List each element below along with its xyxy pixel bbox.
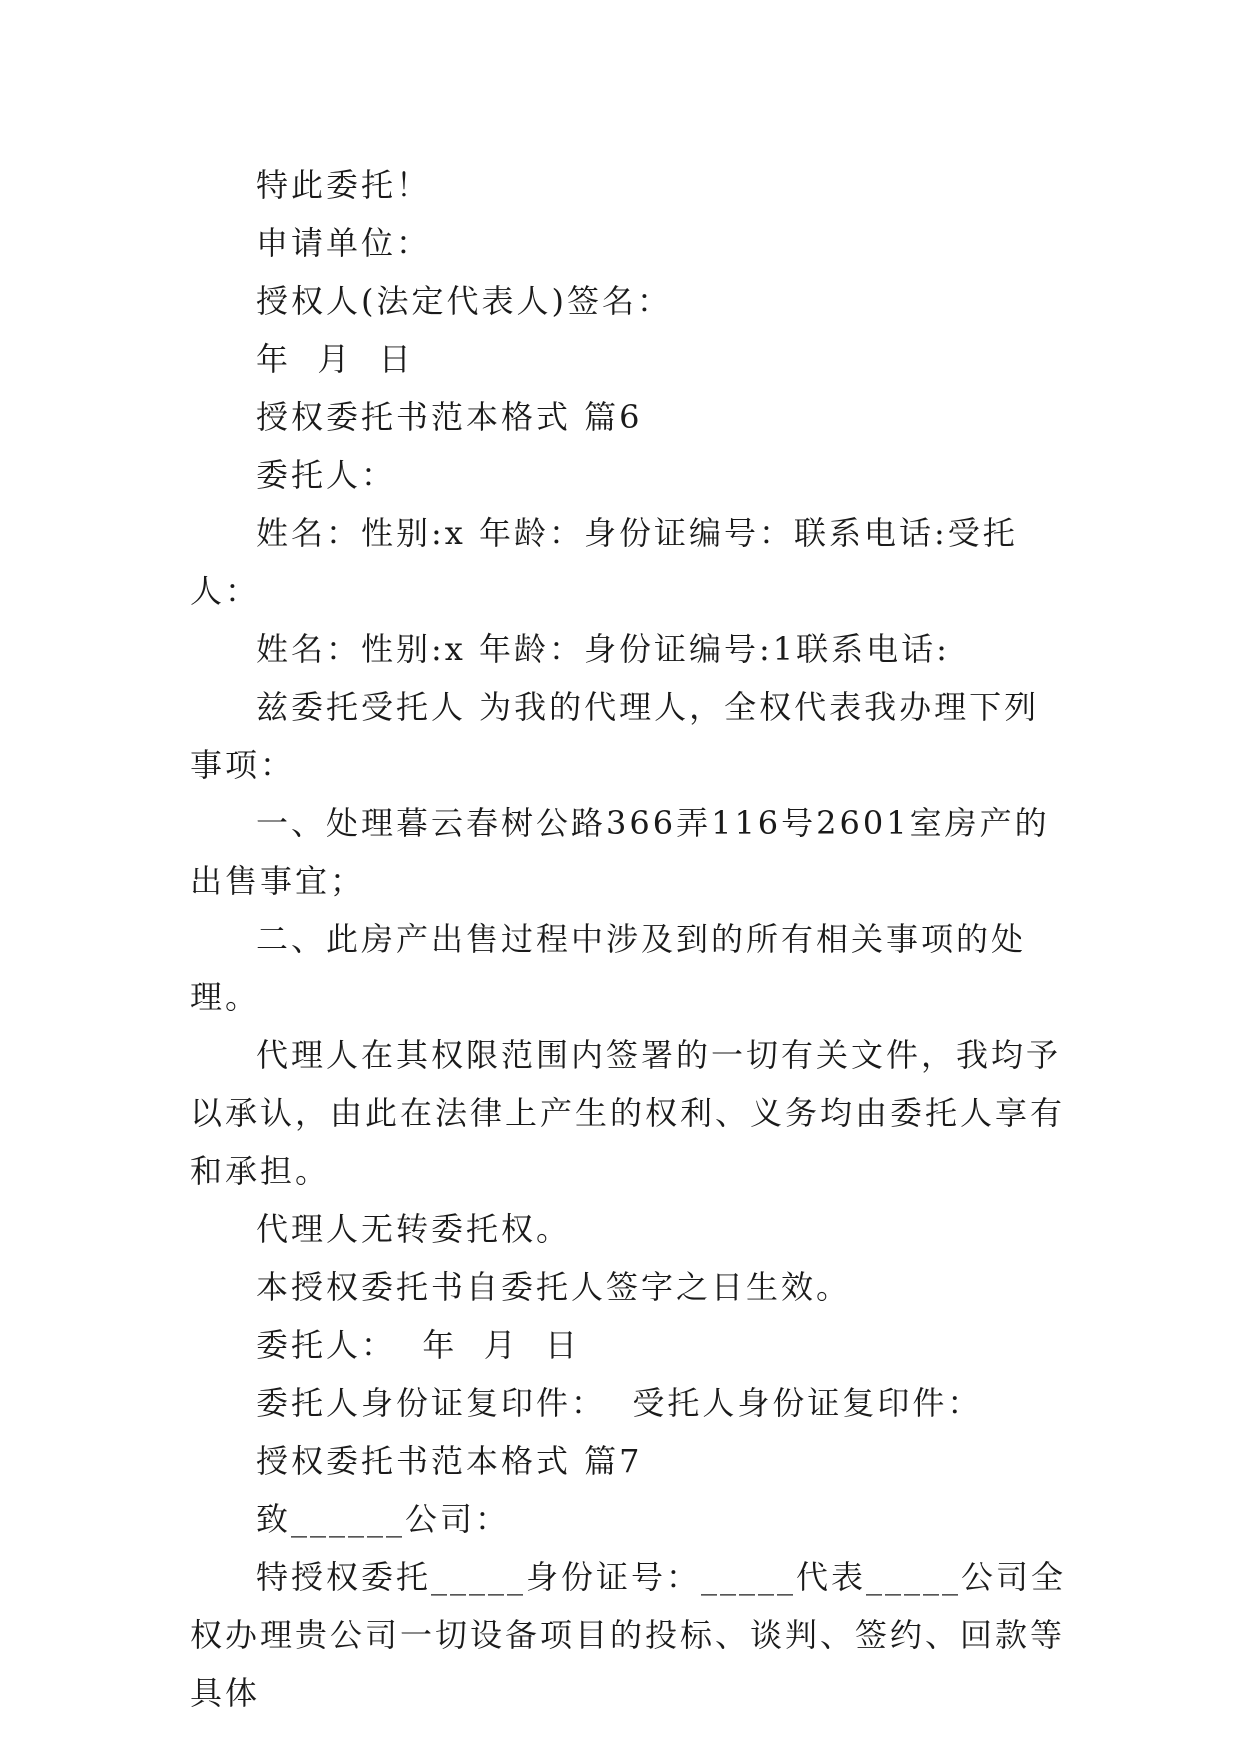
paragraph-id-copies: 委托人身份证复印件： 受托人身份证复印件： [256,1384,983,1422]
paragraph-agent-details: 姓名：性别:x 年龄：身份证编号:1联系电话: [256,630,950,668]
paragraph-item-two: 二、此房产出售过程中涉及到的所有相关事项的处理。 [190,920,1027,1016]
paragraph-appointment: 兹委托受托人 为我的代理人，全权代表我办理下列事项： [190,688,1040,784]
paragraph-authorization: 特授权委托_____身份证号：_____代表_____公司全权办理贵公司一切设备项目的投标、谈判、签约、回款等具体 [190,1558,1067,1712]
section-heading-7: 授权委托书范本格式 篇7 [256,1442,643,1480]
section-heading-6: 授权委托书范本格式 篇6 [256,398,643,436]
document-body [190,156,1070,1722]
paragraph-item-one: 一、处理暮云春树公路366弄116号2601室房产的出售事宜； [190,804,1050,900]
paragraph-no-sub-delegation: 代理人无转委托权。 [256,1210,572,1248]
paragraph-principal: 委托人： [256,456,397,494]
paragraph-addressee: 致______公司： [256,1500,511,1538]
paragraph-effective: 本授权委托书自委托人签字之日生效。 [256,1268,852,1306]
paragraph-applicant-unit: 申请单位： [256,224,432,262]
paragraph-date: 年 月 日 [256,340,414,378]
paragraph-principal-date: 委托人： 年 月 日 [256,1326,581,1364]
paragraph-principal-details: 姓名：性别:x 年龄：身份证编号：联系电话:受托人： [190,514,1018,610]
paragraph-acknowledgement: 代理人在其权限范围内签署的一切有关文件，我均予以承认，由此在法律上产生的权利、义务均由委托人享有和承担。 [190,1036,1066,1190]
paragraph-closing: 特此委托！ [256,166,432,204]
paragraph-authorizer-signature: 授权人(法定代表人)签名： [256,282,672,320]
